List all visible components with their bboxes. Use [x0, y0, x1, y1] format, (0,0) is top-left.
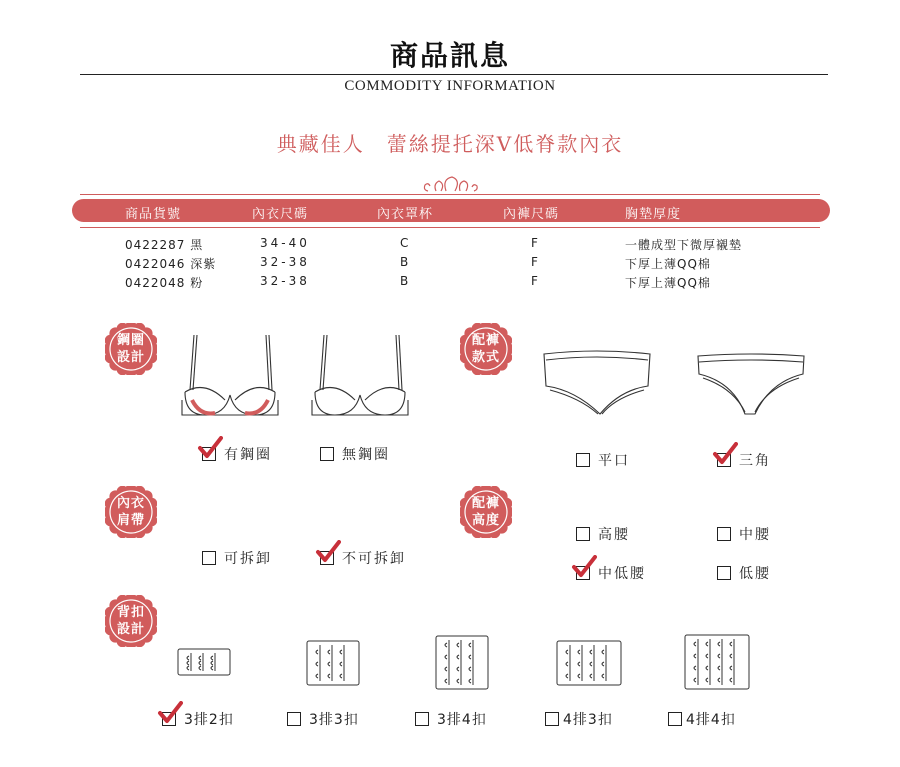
col-header-bra-size: 內衣尺碼 — [252, 207, 309, 222]
table-cell: 下厚上薄QQ棉 — [625, 257, 711, 271]
badge-hook — [105, 595, 157, 647]
option-hook-3x4[interactable] — [415, 709, 487, 729]
page-title: 商品訊息 — [389, 39, 510, 72]
option-low-waist[interactable] — [717, 563, 771, 583]
table-cell: 0422287 黑 — [125, 238, 204, 252]
table-cell: 32-38 — [260, 255, 310, 269]
col-header-sku: 商品貨號 — [125, 207, 182, 222]
option-label: 無鋼圈 — [342, 447, 390, 463]
table-divider — [80, 227, 820, 228]
option-label: 3排4扣 — [437, 712, 487, 728]
badge-line: 設計 — [116, 622, 145, 637]
option-with-wire[interactable] — [202, 444, 272, 464]
option-label: 中低腰 — [598, 566, 646, 582]
checkbox[interactable] — [576, 527, 590, 541]
option-hook-3x2[interactable] — [162, 709, 234, 729]
checkbox[interactable] — [545, 712, 559, 726]
option-brief[interactable] — [717, 450, 771, 470]
option-high-waist[interactable] — [576, 524, 630, 544]
option-label: 4排4扣 — [686, 712, 736, 728]
checkmark-icon — [315, 540, 341, 564]
checkbox[interactable] — [576, 566, 590, 580]
option-label: 低腰 — [739, 566, 771, 582]
col-header-panty-size: 內褲尺碼 — [503, 207, 560, 222]
checkmark-icon — [197, 436, 223, 460]
table-cell: 32-38 — [260, 274, 310, 288]
checkbox[interactable] — [320, 551, 334, 565]
page-subtitle: COMMODITY INFORMATION — [344, 78, 556, 94]
badge-line: 高度 — [471, 513, 500, 528]
option-label: 有鋼圈 — [224, 447, 272, 463]
option-label: 4排3扣 — [563, 712, 613, 728]
badge-wire-design — [105, 323, 157, 375]
product-name: 典藏佳人 蕾絲提托深V低脊款內衣 — [276, 132, 624, 156]
option-mid-low-waist[interactable] — [576, 563, 646, 583]
table-cell: B — [400, 255, 410, 269]
checkbox[interactable] — [717, 527, 731, 541]
table-cell: 0422048 粉 — [125, 276, 204, 290]
checkbox[interactable] — [320, 447, 334, 461]
option-label: 高腰 — [598, 527, 630, 543]
option-label: 不可拆卸 — [342, 551, 406, 567]
checkbox[interactable] — [162, 712, 176, 726]
badge-line: 內衣 — [116, 496, 145, 511]
table-cell: 下厚上薄QQ棉 — [625, 276, 711, 290]
brief-icon — [695, 352, 807, 418]
badge-panty-height — [460, 486, 512, 538]
option-hook-4x4[interactable] — [668, 709, 736, 729]
table-cell: 34-40 — [260, 236, 310, 250]
badge-strap — [105, 486, 157, 538]
checkbox[interactable] — [717, 566, 731, 580]
option-detachable-strap[interactable] — [202, 548, 272, 568]
badge-line: 肩帶 — [116, 513, 145, 528]
option-boyshort[interactable] — [576, 450, 630, 470]
table-cell: B — [400, 274, 410, 288]
hook-4x3-icon — [556, 640, 622, 686]
table-cell: F — [531, 255, 539, 269]
option-label: 3排3扣 — [309, 712, 359, 728]
table-cell: 0422046 深紫 — [125, 257, 217, 271]
option-mid-waist[interactable] — [717, 524, 771, 544]
checkbox[interactable] — [415, 712, 429, 726]
checkbox[interactable] — [202, 447, 216, 461]
option-hook-3x3[interactable] — [287, 709, 359, 729]
boyshort-icon — [540, 348, 655, 418]
hook-4x4-icon — [684, 634, 750, 690]
table-cell: F — [531, 236, 539, 250]
bra-no-wire-icon — [310, 330, 410, 420]
badge-line: 配褲 — [471, 333, 500, 348]
hook-3x4-icon — [435, 635, 489, 690]
badge-panty-style — [460, 323, 512, 375]
checkbox[interactable] — [576, 453, 590, 467]
option-no-wire[interactable] — [320, 444, 390, 464]
table-header-bar — [72, 199, 830, 222]
badge-line: 鋼圈 — [116, 333, 145, 348]
option-fixed-strap[interactable] — [320, 548, 406, 568]
option-label: 平口 — [598, 453, 630, 469]
option-label: 中腰 — [739, 527, 771, 543]
badge-line: 配褲 — [471, 496, 500, 511]
checkbox[interactable] — [287, 712, 301, 726]
checkbox[interactable] — [717, 453, 731, 467]
checkmark-icon — [712, 442, 738, 466]
table-cell: 一體成型下微厚襯墊 — [625, 238, 743, 252]
option-label: 三角 — [739, 453, 771, 469]
option-label: 可拆卸 — [224, 551, 272, 567]
table-cell: F — [531, 274, 539, 288]
checkmark-icon — [571, 555, 597, 579]
checkmark-icon — [157, 701, 183, 725]
col-header-pad: 胸墊厚度 — [625, 207, 682, 222]
checkbox[interactable] — [668, 712, 682, 726]
hook-3x2-icon — [177, 648, 231, 676]
option-hook-4x3[interactable] — [545, 709, 613, 729]
ornament-line — [80, 194, 820, 195]
checkbox[interactable] — [202, 551, 216, 565]
option-label: 3排2扣 — [184, 712, 234, 728]
title-divider — [80, 74, 828, 75]
badge-line: 款式 — [471, 350, 500, 365]
bra-with-wire-icon — [180, 330, 280, 420]
table-cell: C — [400, 236, 410, 250]
hook-3x3-icon — [306, 640, 360, 686]
col-header-cup: 內衣罩杯 — [377, 207, 434, 222]
badge-line: 設計 — [116, 350, 145, 365]
badge-line: 背扣 — [116, 605, 145, 620]
